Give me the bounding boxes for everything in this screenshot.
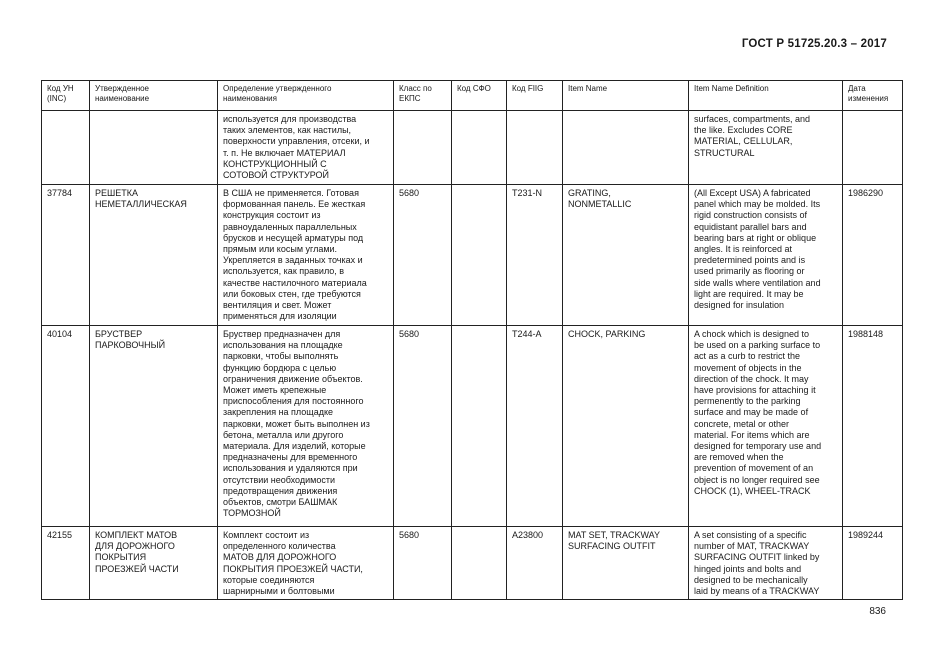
cell-fiig: T244-A (507, 326, 563, 527)
cell-definition-ru: используется для производства таких элементов, как настилы, поверхности управления, отсеки, и т. п. Не включает МАТЕРИАЛ КОНСТРУКЦИОННЫЙ С СОТОВОЙ СТРУКТУРОЙ (218, 111, 394, 185)
cell-sfo (452, 111, 507, 185)
cell-definition-en: surfaces, compartments, and the like. Excludes CORE MATERIAL, CELLULAR, STRUCTURAL (689, 111, 843, 185)
document-header: ГОСТ Р 51725.20.3 – 2017 (741, 38, 887, 50)
cell-item-name: CHOCK, PARKING (563, 326, 689, 527)
cell-date: 1986290 (843, 185, 903, 326)
cell-approved-name: БРУСТВЕР ПАРКОВОЧНЫЙ (90, 326, 218, 527)
cell-sfo (452, 527, 507, 600)
column-header-fiig: Код FIIG (507, 81, 563, 111)
cell-sfo (452, 326, 507, 527)
cell-approved-name: РЕШЕТКА НЕМЕТАЛЛИЧЕСКАЯ (90, 185, 218, 326)
specification-table (41, 80, 903, 600)
cell-class: 5680 (394, 185, 452, 326)
table-row (42, 185, 903, 326)
cell-item-name: MAT SET, TRACKWAY SURFACING OUTFIT (563, 527, 689, 600)
page-number: 836 (869, 606, 886, 617)
cell-definition-ru: В США не применяется. Готовая формованная панель. Ее жесткая конструкция состоит из равноудаленных параллельных брусков и несущей арматуры под прямым или косым углами. Укрепляется в заданных точках и используется, как правило, в качестве настилочного материала или боковых стен, где требуются вентиляция и свет. Может применяться для изоляции (218, 185, 394, 326)
cell-fiig (507, 111, 563, 185)
cell-class: 5680 (394, 527, 452, 600)
cell-date: 1989244 (843, 527, 903, 600)
cell-approved-name: КОМПЛЕКТ МАТОВ ДЛЯ ДОРОЖНОГО ПОКРЫТИЯ ПРОЕЗЖЕЙ ЧАСТИ (90, 527, 218, 600)
cell-definition-en: (All Except USA) A fabricated panel which may be molded. Its rigid construction consists of equidistant parallel bars and bearing bars at right or oblique angles. It is reinforced at predetermined points and is used primarily as flooring or side walls where ventilation and light are required. It may be designed for insulation (689, 185, 843, 326)
cell-date (843, 111, 903, 185)
cell-definition-ru: Бруствер предназначен для использования на площадке парковки, чтобы выполнять функцию бордюра с целью ограничения движение объектов. Может иметь крепежные приспособления для постоянного закрепления на площадке парковки, может быть выполнен из бетона, металла или другого материала. Для изделий, которые предназначены для временного использования и удаляются при отсутствии необходимости предотвращения движения объектов, смотри БАШМАК ТОРМОЗНОЙ (218, 326, 394, 527)
column-header-class: Класс по ЕКПС (394, 81, 452, 111)
column-header-approved-name: Утвержденное наименование (90, 81, 218, 111)
table-row (42, 326, 903, 527)
cell-definition-en: A chock which is designed to be used on a parking surface to act as a curb to restrict the movement of objects in the direction of the chock. It may have provisions for attaching it permenently to the parking surface and may be made of concrete, metal or other material. For items which are designed for temporary use and are removed when the prevention of movement of an object is no longer required see CHOCK (1), WHEEL-TRACK (689, 326, 843, 527)
column-header-inc: Код УН (INC) (42, 81, 90, 111)
table-header-row (42, 81, 903, 111)
cell-fiig: T231-N (507, 185, 563, 326)
cell-class (394, 111, 452, 185)
cell-sfo (452, 185, 507, 326)
cell-item-name: GRATING, NONMETALLIC (563, 185, 689, 326)
column-header-definition-ru: Определение утвержденного наименования (218, 81, 394, 111)
column-header-item-name: Item Name (563, 81, 689, 111)
column-header-sfo: Код СФО (452, 81, 507, 111)
cell-inc: 40104 (42, 326, 90, 527)
cell-inc (42, 111, 90, 185)
cell-approved-name (90, 111, 218, 185)
cell-inc: 42155 (42, 527, 90, 600)
cell-class: 5680 (394, 326, 452, 527)
cell-date: 1988148 (843, 326, 903, 527)
cell-definition-ru: Комплект состоит из определенного количества МАТОВ ДЛЯ ДОРОЖНОГО ПОКРЫТИЯ ПРОЕЗЖЕЙ ЧАСТИ, которые соединяются шарнирными и болтовыми (218, 527, 394, 600)
cell-fiig: A23800 (507, 527, 563, 600)
table-row (42, 527, 903, 600)
cell-item-name (563, 111, 689, 185)
cell-definition-en: A set consisting of a specific number of MAT, TRACKWAY SURFACING OUTFIT linked by hinged joints and bolts and designed to be mechanically laid by means of a TRACKWAY (689, 527, 843, 600)
cell-inc: 37784 (42, 185, 90, 326)
table-row (42, 111, 903, 185)
column-header-item-name-definition: Item Name Definition (689, 81, 843, 111)
column-header-date: Дата изменения (843, 81, 903, 111)
